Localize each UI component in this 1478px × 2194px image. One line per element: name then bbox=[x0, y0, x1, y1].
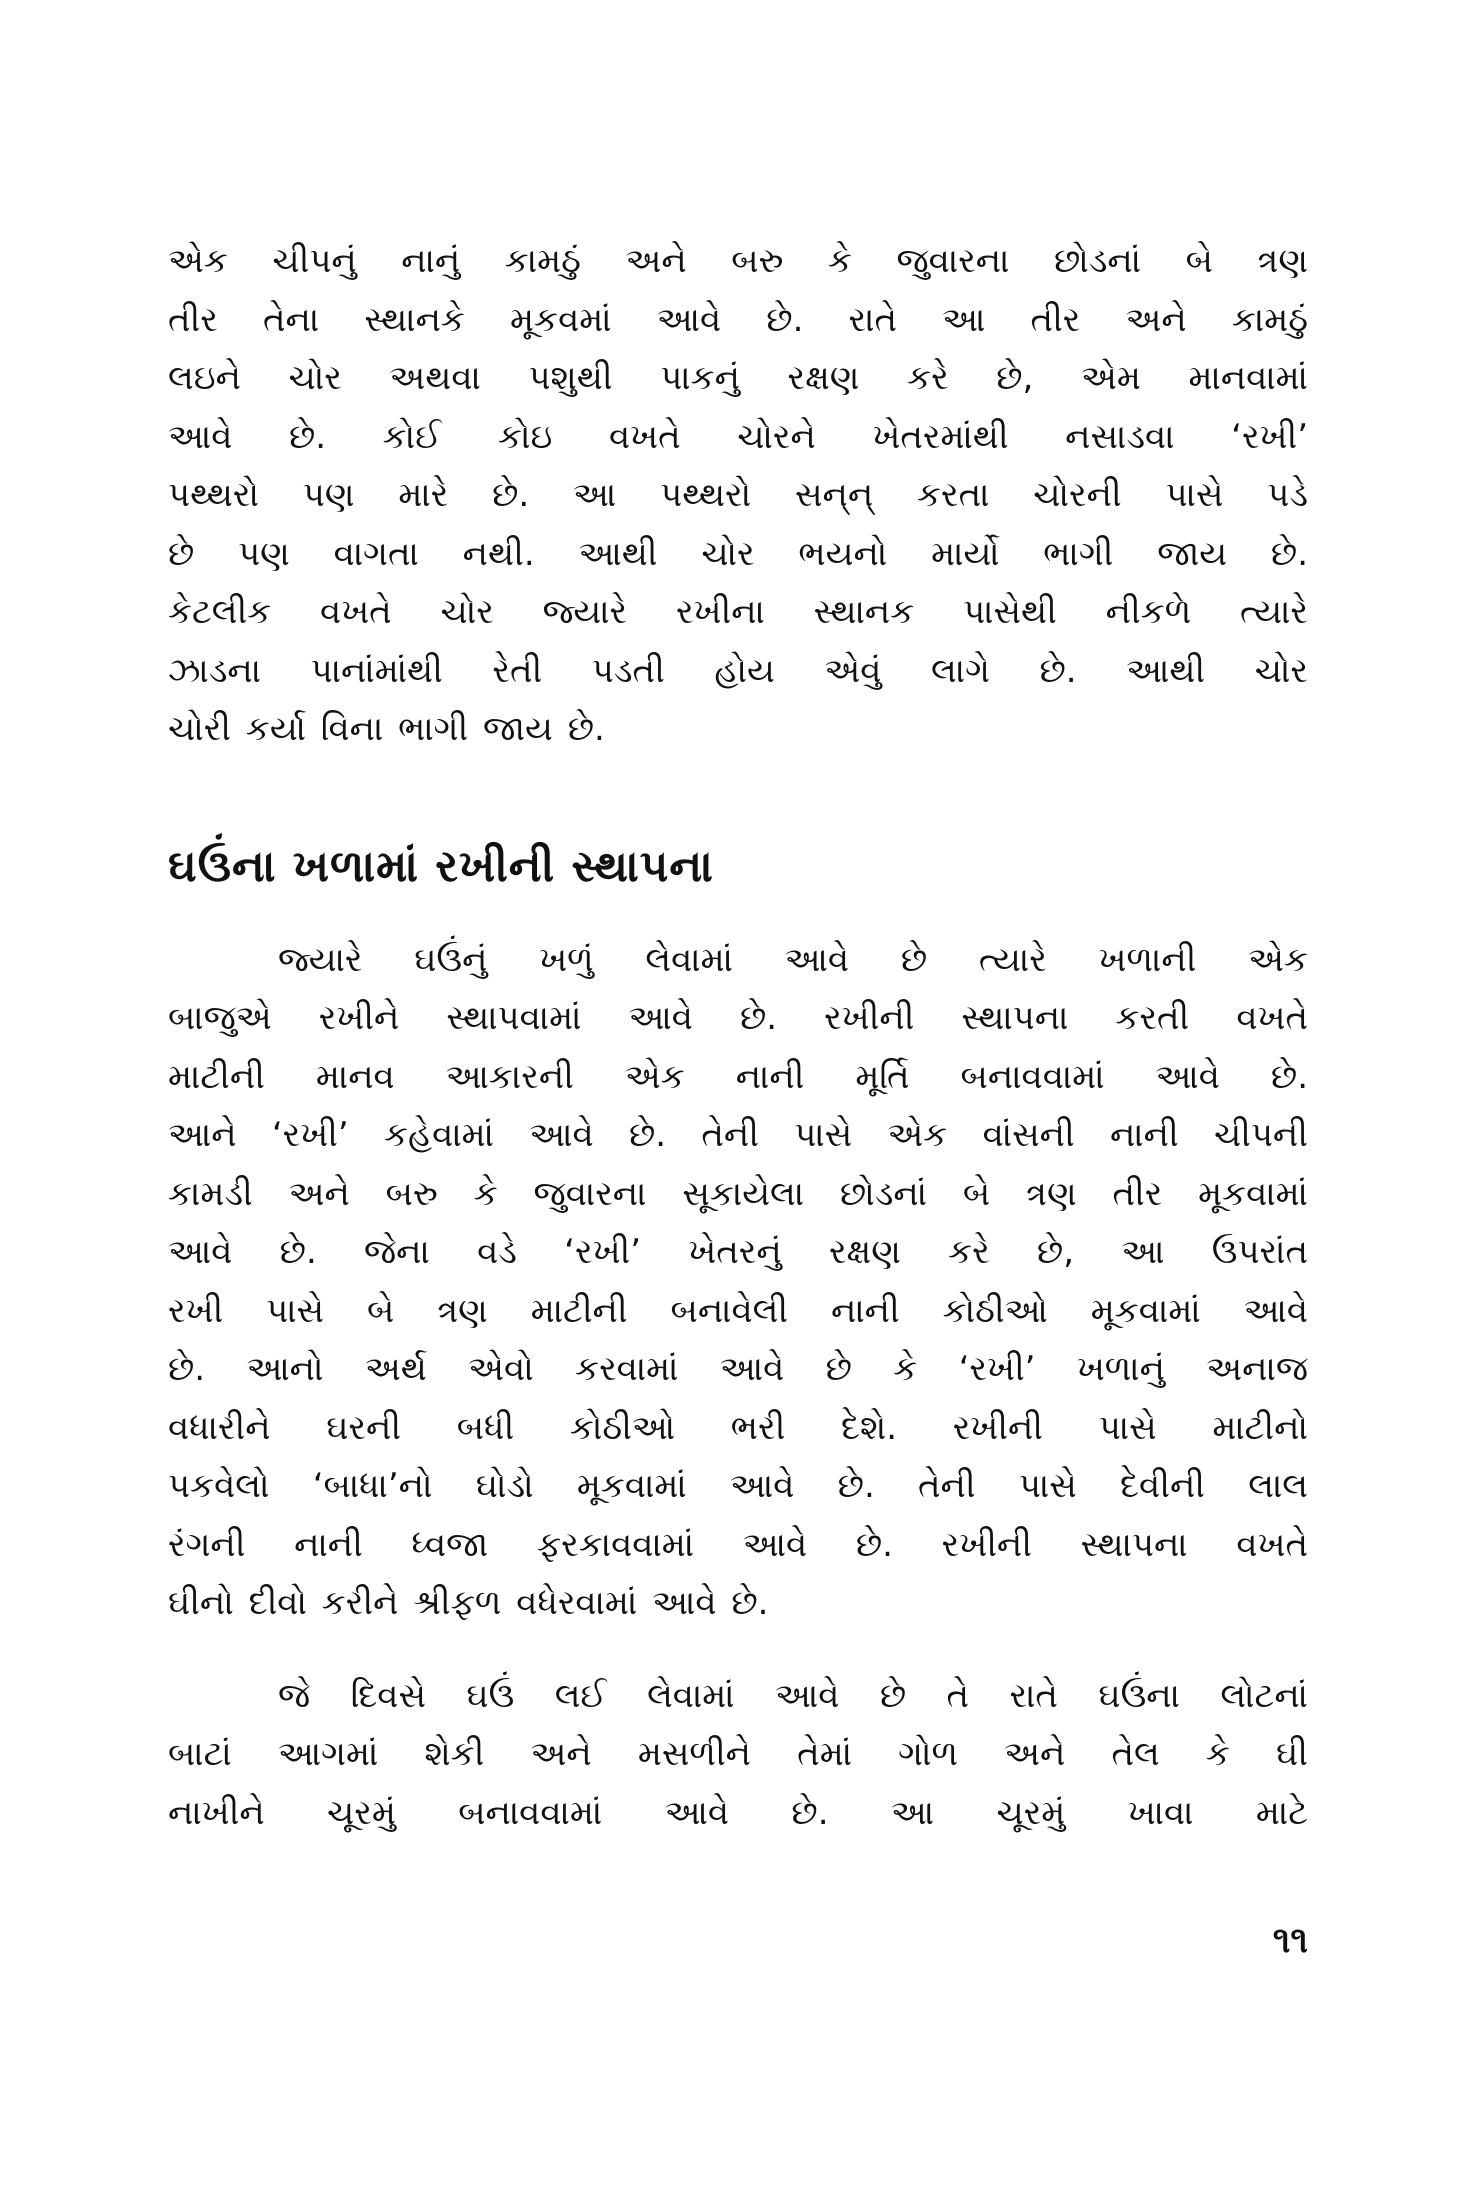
text-line: છે. આનો અર્થ એવો કરવામાં આવે છે કે ‘રખી’ ખળાનું અનાજ bbox=[168, 1349, 1308, 1389]
text-line: જ્યારે ઘઉંનું ખળું લેવામાં આવે છે ત્યારે ખળાની એક bbox=[278, 939, 1308, 980]
text-line: રંગની નાની ધ્વજા ફરકાવવામાં આવે છે. રખીની સ્થાપના વખતે bbox=[168, 1524, 1308, 1565]
text-line: છે પણ વાગતા નથી. આથી ચોર ભયનો માર્યો ભાગી જાય છે. bbox=[168, 533, 1308, 574]
text-line: કેટલીક વખતે ચોર જ્યારે રખીના સ્થાનક પાસેથી નીકળે ત્યારે bbox=[168, 592, 1308, 632]
paragraph-1 bbox=[168, 232, 1308, 759]
text-line: આવે છે. જેના વડે ‘રખી’ ખેતરનું રક્ષણ કરે છે, આ ઉપરાંત bbox=[168, 1232, 1308, 1272]
paragraph-2 bbox=[168, 931, 1308, 1633]
text-line: આવે છે. કોઈ કોઇ વખતે ચોરને ખેતરમાંથી નસાડવા ‘રખી’ bbox=[168, 416, 1308, 457]
text-line: લઇને ચોર અથવા પશુથી પાકનું રક્ષણ કરે છે, એમ માનવામાં bbox=[168, 358, 1308, 398]
page-content bbox=[168, 232, 1308, 1842]
text-line: ઝાડના પાનાંમાંથી રેતી પડતી હોય એવું લાગે છે. આથી ચોર bbox=[168, 650, 1308, 691]
text-line: રખી પાસે બે ત્રણ માટીની બનાવેલી નાની કોઠીઓ મૂકવામાં આવે bbox=[168, 1290, 1308, 1331]
text-line: પકવેલો ‘બાધા’નો ઘોડો મૂકવામાં આવે છે. તેની પાસે દેવીની લાલ bbox=[168, 1466, 1308, 1506]
text-line: નાખીને ચૂરમું બનાવવામાં આવે છે. આ ચૂરમું ખાવા માટે bbox=[168, 1792, 1308, 1833]
paragraph-3 bbox=[168, 1667, 1308, 1843]
text-line: વધારીને ઘરની બધી કોઠીઓ ભરી દેશે. રખીની પાસે માટીનો bbox=[168, 1407, 1308, 1448]
text-line: જે દિવસે ઘઉં લઈ લેવામાં આવે છે તે રાતે ઘઉંના લોટનાં bbox=[278, 1675, 1308, 1716]
text-line: ઘીનો દીવો કરીને શ્રીફળ વધેરવામાં આવે છે. bbox=[168, 1583, 769, 1623]
page-number: ૧૧ bbox=[1272, 1920, 1308, 1961]
text-line: એક ચીપનું નાનું કામઠું અને બરુ કે જુવારના છોડનાં બે ત્રણ bbox=[168, 241, 1308, 281]
text-line: તીર તેના સ્થાનકે મૂકવમાં આવે છે. રાતે આ તીર અને કામઠું bbox=[168, 299, 1308, 340]
text-line: પથ્થરો પણ મારે છે. આ પથ્થરો સન્‌ન્‌ કરતા ચોરની પાસે પડે bbox=[168, 475, 1308, 515]
text-line: કામડી અને બરુ કે જુવારના સૂકાયેલા છોડનાં બે ત્રણ તીર મૂકવામાં bbox=[168, 1173, 1308, 1214]
section-heading: ઘઉંના ખળામાં રખીની સ્થાપના bbox=[168, 840, 714, 892]
text-line: બાજુએ રખીને સ્થાપવામાં આવે છે. રખીની સ્થાપના કરતી વખતે bbox=[168, 998, 1308, 1038]
text-line: બાટાં આગમાં શેકી અને મસળીને તેમાં ગોળ અને તેલ કે ઘી bbox=[168, 1734, 1308, 1774]
text-line: ચોરી કર્યા વિના ભાગી જાય છે. bbox=[168, 709, 605, 749]
text-line: આને ‘રખી’ કહેવામાં આવે છે. તેની પાસે એક વાંસની નાની ચીપની bbox=[168, 1115, 1308, 1155]
paragraph-gap bbox=[168, 1633, 1308, 1667]
text-line: માટીની માનવ આકારની એક નાની મૂર્તિ બનાવવામાં આવે છે. bbox=[168, 1056, 1308, 1097]
